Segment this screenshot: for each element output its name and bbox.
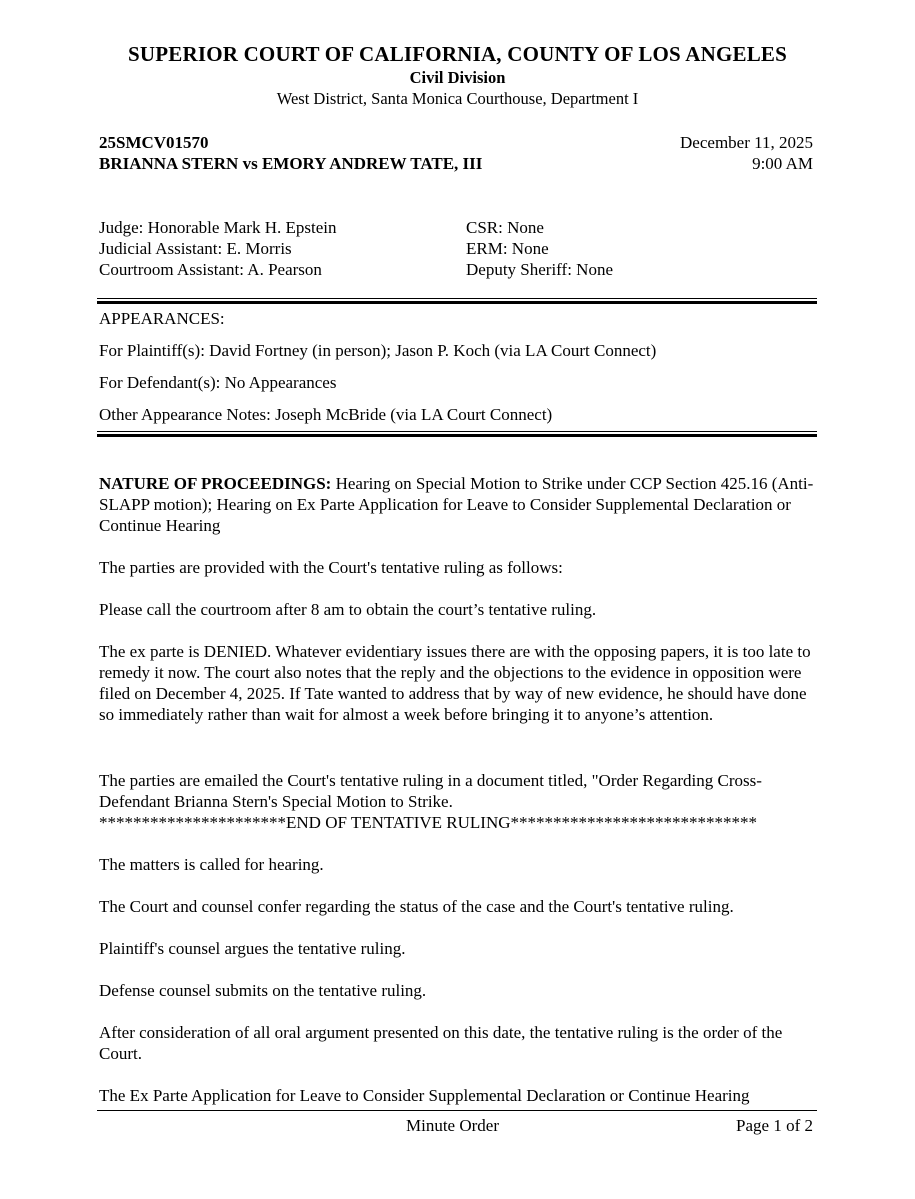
divider-bottom [97, 431, 817, 437]
case-title: BRIANNA STERN vs EMORY ANDREW TATE, III [99, 154, 483, 173]
csr: CSR: None [466, 218, 544, 237]
paragraph: After consideration of all oral argument presented on this date, the tentative ruling is the order of the Court. [99, 1023, 783, 1063]
paragraph: The parties are emailed the Court's tentative ruling in a document titled, "Order Regarding Cross-Defendant Brianna Stern's Special Motion to Strike. [99, 771, 762, 811]
footer-divider [97, 1110, 817, 1111]
defendant-appearance: For Defendant(s): No Appearances [99, 373, 337, 392]
hearing-date: December 11, 2025 [680, 133, 813, 152]
paragraph: The Court and counsel confer regarding the status of the case and the Court's tentative ruling. [99, 897, 734, 916]
courtroom-assistant: Courtroom Assistant: A. Pearson [99, 260, 322, 279]
division-name: Civil Division [409, 68, 506, 87]
hearing-time: 9:00 AM [752, 154, 813, 173]
proceedings-text: Hearing on Special Motion to Strike under CCP Section 425.16 (Anti-SLAPP motion); Hearing on Ex Parte Application for Leave to Consider Supplemental Declaration or Continue Hearing [99, 474, 814, 535]
proceedings-label: NATURE OF PROCEEDINGS: [99, 474, 332, 493]
paragraph: The parties are provided with the Court's tentative ruling as follows: [99, 558, 563, 577]
other-appearance: Other Appearance Notes: Joseph McBride (via LA Court Connect) [99, 405, 553, 424]
plaintiff-appearance: For Plaintiff(s): David Fortney (in person); Jason P. Koch (via LA Court Connect) [99, 341, 657, 360]
judge: Judge: Honorable Mark H. Epstein [99, 218, 337, 237]
paragraph: The Ex Parte Application for Leave to Consider Supplemental Declaration or Continue Hearing [99, 1086, 750, 1105]
divider-top [97, 298, 817, 304]
end-of-tentative-ruling: **********************END OF TENTATIVE RULING***************************** [99, 813, 757, 832]
judicial-assistant: Judicial Assistant: E. Morris [99, 239, 292, 258]
footer-label: Minute Order [406, 1116, 500, 1135]
page-number: Page 1 of 2 [736, 1116, 813, 1135]
deputy-sheriff: Deputy Sheriff: None [466, 260, 613, 279]
district-name: West District, Santa Monica Courthouse, Department I [276, 89, 639, 108]
court-name: SUPERIOR COURT OF CALIFORNIA, COUNTY OF LOS ANGELES [128, 42, 787, 66]
paragraph: Plaintiff's counsel argues the tentative ruling. [99, 939, 406, 958]
paragraph: Defense counsel submits on the tentative ruling. [99, 981, 427, 1000]
case-number: 25SMCV01570 [99, 133, 209, 152]
paragraph: Please call the courtroom after 8 am to obtain the court’s tentative ruling. [99, 600, 597, 619]
paragraph: The ex parte is DENIED. Whatever evidentiary issues there are with the opposing papers, it is too late to remedy it now. The court also notes that the reply and the objections to the evidence in opposition were filed on December 4, 2025. If Tate wanted to address that by way of new evidence, he should have done so immediately rather than wait for almost a week before bringing it to anyone’s attention. [99, 642, 811, 724]
paragraph: The matters is called for hearing. [99, 855, 324, 874]
nature-of-proceedings [99, 473, 815, 536]
appearances-heading: APPEARANCES: [99, 309, 225, 328]
erm: ERM: None [466, 239, 549, 258]
